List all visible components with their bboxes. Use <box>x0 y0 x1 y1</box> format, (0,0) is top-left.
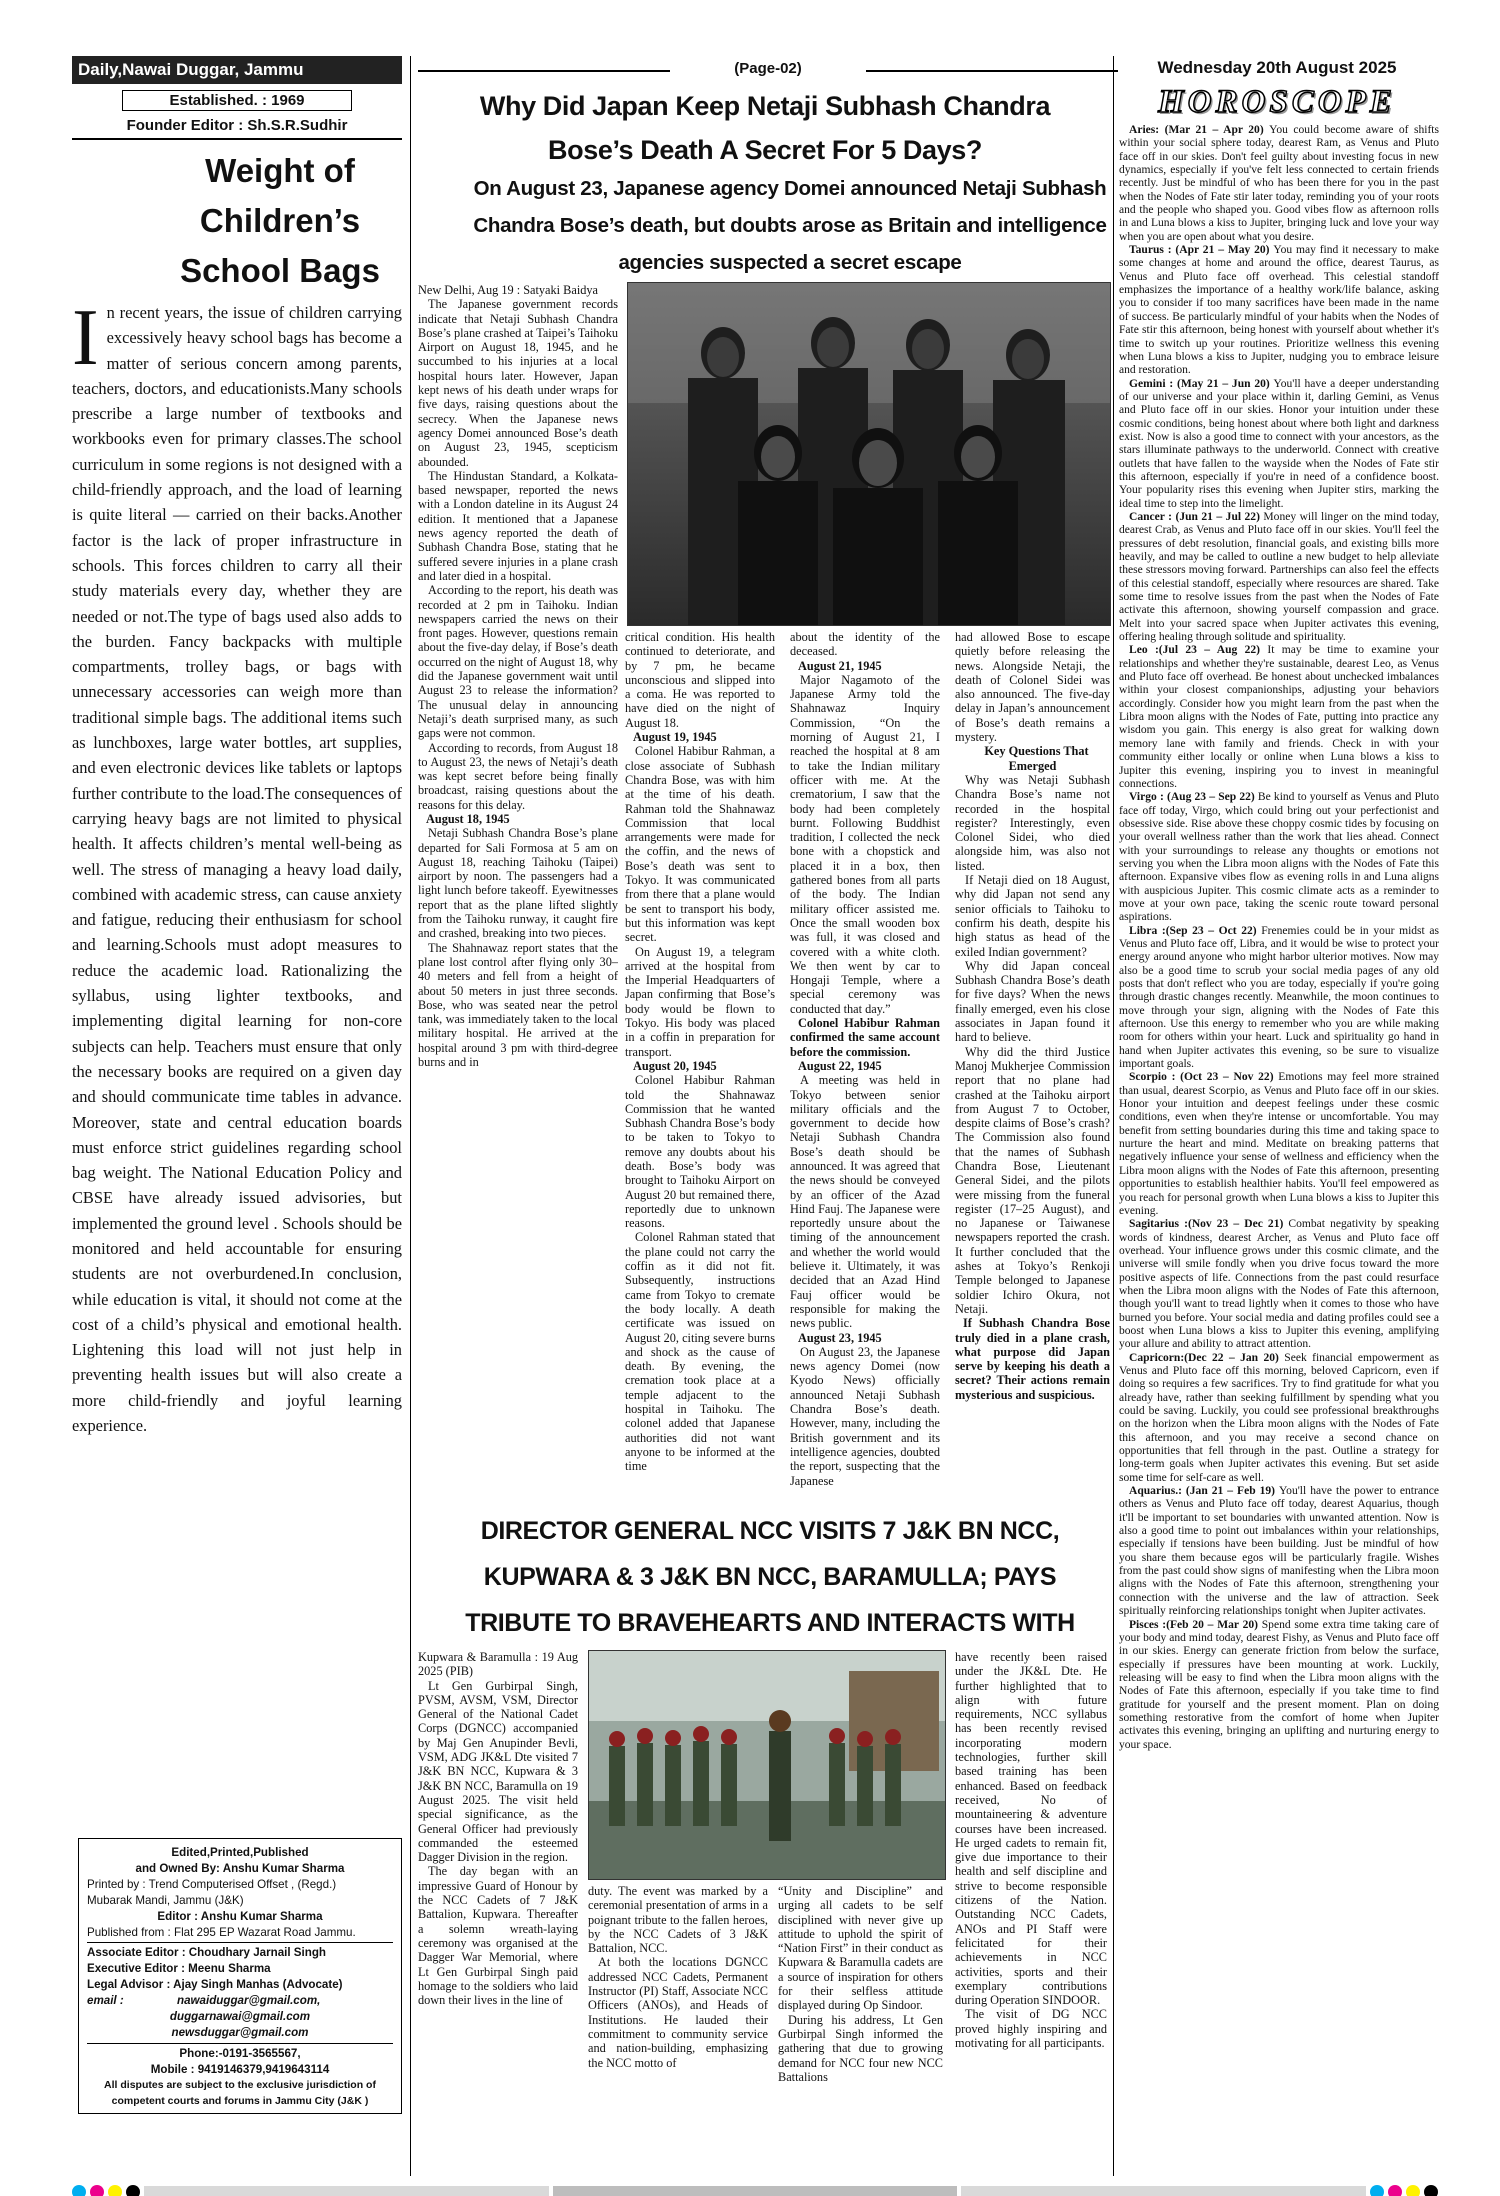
horoscope-entry <box>1119 791 1439 924</box>
lead-paragraph: Why did the third Justice Manoj Mukherjee Commission report that no plane had crashed at the Taihoku airport from August 7 to October, despite claims of Bose’s crash? The Commission also found that the names of Subhash Chandra Bose, Lieutenant General Sidei, and the pilots were missing from the funeral register (17–25 August), and no Japanese or Taiwanese newspapers reported the crash. It further concluded that the ashes at Tokyo’s Renkoji Temple belonged to Japanese soldier Ichiro Okura, not Netaji. <box>955 1044 1110 1316</box>
ncc-column-2 <box>588 1884 768 2176</box>
horoscope-entry <box>1119 925 1439 1072</box>
imprint-disclaimer: competent courts and forums in Jammu City (J&K ) <box>111 2094 369 2107</box>
horoscope-sign: Taurus : (Apr 21 – May 20) <box>1129 244 1274 257</box>
horoscope-text: Emotions may feel more strained than usual, dearest Scorpio, as Venus and Pluto face off in our skies. Honor your intuition and deepest feelings under these cosmic conditions, even when they're intense or uncomfortable. You may benefit from setting boundaries during this time and taking space to nurture the heart and mind. Meditate on breaking patterns that negatively influence your sense of wellness and efficiency when the Libra moon aligns with the Nodes of Fate this afternoon, presenting opportunities to establish healthier habits. You'll feel empowered as you reach for personal growth when Luna blows a kiss to Jupiter this evening. <box>1119 1071 1439 1217</box>
lead-subhead: If Subhash Chandra Bose truly died in a plane crash, what purpose did Japan serve by keeping his death a secret? Their actions remain mysterious and suspicious. <box>955 1316 1110 1402</box>
horoscope-body <box>1119 124 1439 2176</box>
lead-subhead: August 20, 1945 <box>633 1058 717 1073</box>
horoscope-entry <box>1119 1485 1439 1618</box>
registration-dot <box>126 2185 140 2196</box>
horoscope-entry <box>1119 378 1439 511</box>
ncc-dateline: Kupwara & Baramulla : 19 Aug 2025 (PIB) <box>418 1650 578 1679</box>
imprint-line: Executive Editor : Meenu Sharma <box>87 1962 271 1976</box>
photo-illustration <box>589 1651 946 1880</box>
ncc-headline: DIRECTOR GENERAL NCC VISITS 7 J&K BN NCC, KUPWARA & 3 J&K BN NCC, BARAMULLA; PAYS TRIBUTE TO BRAVEHEARTS AND INTERACTS WITH <box>465 1517 1075 1637</box>
lead-paragraph: Colonel Habibur Rahman told the Shahnawaz Commission that he wanted Subhash Chandra Bose’s body to be taken to Tokyo to remove any doubts about his death. Bose’s body was brought to Taihoku Airport on August 20 but remained there, reportedly due to unknown reasons. <box>625 1073 775 1231</box>
imprint-line: Printed by : Trend Computerised Offset , (Regd.) <box>87 1877 337 1891</box>
lead-paragraph: about the identity of the deceased. <box>790 630 940 659</box>
horoscope-entry <box>1119 1619 1439 1752</box>
lead-paragraph: Why was Netaji Subhash Chandra Bose’s name not recorded in the hospital register? Interestingly, even Colonel Sidei, who died alongside him, was also not listed. <box>955 772 1110 873</box>
horoscope-text: Combat negativity by speaking words of kindness, dearest Archer, as Venus and Pluto face off overhead. Your influence grows under this cosmic climate, and the universe will smile fondly when you drive focus toward the more positive aspects of life. Connections from the past could resurface when the Libra moon aligns with the Nodes of Fate this afternoon, though you'll want to tread lightly when it comes to those who have burned you before. Your social media and dating profiles could see a boost when Luna blows a kiss to Jupiter this evening, amplifying your allure and ability to attract attention. <box>1119 1218 1439 1351</box>
lead-column-4 <box>955 630 1110 1510</box>
imprint-line: Legal Advisor : Ajay Singh Manhas (Advocate) <box>87 1978 343 1992</box>
lead-paragraph: Why did Japan conceal Subhash Chandra Bose’s death for five days? When the news finally emerged, even his close associates in Japan found it hard to believe. <box>955 958 1110 1045</box>
lead-subhead: August 19, 1945 <box>633 730 717 745</box>
email-link[interactable]: newsduggar@gmail.com <box>171 2025 309 2039</box>
masthead-established: Established. : 1969 <box>122 90 352 111</box>
lead-subhead: August 23, 1945 <box>798 1330 882 1345</box>
lead-paragraph: According to the report, his death was recorded at 2 pm in Taihoku. Indian newspapers carried the news on their front pages. However, questions remain about the five-day delay, if Bose’s death occurred on the night of August 18, why did the Japanese government wait until August 23 to release the information? The unusual delay in announcing Netaji’s death surprised many, as such gaps were not common. <box>418 583 618 741</box>
imprint-divider <box>87 2043 393 2044</box>
imprint-owner: and Owned By: Anshu Kumar Sharma <box>135 1861 345 1875</box>
horoscope-text: Seek financial empowerment as Venus and Pluto face off this morning, beloved Capricorn, even if doing so requires a few sacrifices. Try to find gratitude for what you already have, rather than seeking fulfillment by spending what you could be saving. Luckily, you could see professional breakthroughs on the horizon when the Libra moon aligns with the Nodes of Fate this afternoon, and you may receive a second chance on opportunities that fell through in the past. Outline a strategy for long-term goals when Jupiter activates this evening. But set aside some time for self-care as well. <box>1119 1351 1439 1484</box>
registration-bar <box>553 2186 958 2196</box>
horoscope-entry <box>1119 244 1439 377</box>
horoscope-text: It may be time to examine your relationships and whether they're sustainable, dearest Leo, as Venus and Pluto face off overhead. Be honest about unchecked imbalances within your closest companionships, adjusting your behaviors accordingly. Consider how you might learn from the past when the Libra moon aligns with the Nodes of Fate, putting into practice any wisdom you gain. This energy is also great for walking down memory lane with family and friends. Check in with your community either locally or online when Luna blows a kiss to Jupiter this evening, inspiring you to invest in meaningful connections. <box>1119 644 1439 790</box>
horoscope-text: Be kind to yourself as Venus and Pluto face off today, Virgo, which could bring out your perfectionist and obsessive side. Rise above these choppy cosmic tides by focusing on your overall wellness rather than the work that lies ahead. Connect with your surroundings to release any thoughts or emotions not serving you when the Libra moon aligns with the Nodes of Fate this afternoon. Expansive vibes flow as evening rolls in and Luna aligns with auspicious Jupiter. This cosmic climate acts as a reminder to move at your own pace, taking the scenic route toward personal aspirations. <box>1119 791 1439 924</box>
lead-paragraph: A meeting was held in Tokyo between senior military officials and the government to decide how Netaji Subhash Chandra Bose’s death should be announced. It was agreed that the news should be conveyed by an officer of the Azad Hind Fauj. The Japanese were reportedly unsure about the timing of the announcement and whether the world would believe it. Ultimately, it was decided that an Azad Hind Fauj officer would be responsible for making the news public. <box>790 1073 940 1331</box>
masthead-founder: Founder Editor : Sh.S.R.Sudhir <box>126 117 348 134</box>
horoscope-text: Money will linger on the mind today, dearest Crab, as Venus and Pluto face off in our skies. You'll feel the pressures of debt resolution, financial goals, and existing bills more heavily, and may be called to outline a new budget to help alleviate these stressors moving forward. Partnerships can also feel the effects of this celestial standoff, especially where resources are shared. Take some time to resolve issues from the past when the Nodes of Fate activate this afternoon, showing yourself compassion and grace. Melt into your sacred space when Jupiter activates this evening, offering healing through solitude and spirituality. <box>1119 510 1439 644</box>
lead-deck: On August 23, Japanese agency Domei announced Netaji Subhash Chandra Bose’s death, but doubts arose as Britain and intelligence agencies suspected a secret escape <box>473 177 1107 274</box>
lead-paragraph: Netaji Subhash Chandra Bose’s plane departed for Sali Formosa at 5 am on August 18, reaching Taihoku (Taipei) airport by noon. The passengers had a light lunch before takeoff. Eyewitnesses report that as the plane lifted slightly from the Taihoku runway, it caught fire and crashed, breaking into two pieces. <box>418 826 618 941</box>
registration-bar <box>961 2186 1366 2196</box>
lead-paragraph: The Shahnawaz report states that the plane lost control after flying only 30–40 meters and fell from a height of about 50 meters in just three seconds. Bose, who was seated near the petrol tank, was immediately taken to the local military hospital. He arrived at the hospital around 3 pm with third-degree burns and in <box>418 940 618 1070</box>
editorial-body <box>72 294 402 1438</box>
ncc-paragraph: The visit of DG NCC proved highly inspiring and motivating for all participants. <box>955 2007 1107 2051</box>
horoscope-entry <box>1119 511 1439 644</box>
editorial-headline: Weight of Children’s School Bags <box>180 152 380 289</box>
imprint-disclaimer: All disputes are subject to the exclusive jurisdiction of <box>104 2078 376 2091</box>
color-registration-strip <box>72 2184 1438 2196</box>
horoscope-sign: Scorpio : (Oct 23 – Nov 22) <box>1129 1071 1279 1084</box>
lead-paragraph: Colonel Habibur Rahman, a close associate of Subhash Chandra Bose, was with him at the time of his death. Rahman told the Shahnawaz Commission that local arrangements were made for the coffin, and the news of Bose’s death was sent to Tokyo. It was communicated from there that a plane would be sent to transport his body, but this information was kept secret. <box>625 744 775 945</box>
horoscope-sign: Aries: (Mar 21 – Apr 20) <box>1129 124 1270 136</box>
horoscope-text: You could become aware of shifts within your social sphere today, dearest Ram, as Venus and Pluto face off in our skies. Don't feel guilty about investing focus in new dynamics, especially if you've felt less connected to certain friends recently. Just be mindful of who has been there for you in the past when the Nodes of Fate stir later today, reminding you of your roots and the people who shaped you. Good vibes flow as afternoon rolls in and Luna blows a kiss to Jupiter, bringing luck and love your way when you are open about what you desire. <box>1119 124 1439 243</box>
lead-paragraph: On August 19, a telegram arrived at the hospital from the Imperial Headquarters of Japan confirming that Bose’s body would be flown to Tokyo. His body was placed in a coffin in preparation for transport. <box>625 944 775 1059</box>
imprint-box <box>78 1838 402 2114</box>
lead-headline: Why Did Japan Keep Netaji Subhash Chandra Bose’s Death A Secret For 5 Days? <box>479 91 1051 165</box>
horoscope-sign: Aquarius.: (Jan 21 – Feb 19) <box>1129 1485 1279 1498</box>
imprint-line: Published from : Flat 295 EP Wazarat Road Jammu. <box>87 1925 356 1939</box>
masthead-rule <box>72 138 402 140</box>
horoscope-entry <box>1119 1071 1439 1218</box>
lead-subhead: August 21, 1945 <box>798 658 882 673</box>
masthead-name: Daily,Nawai Duggar, Jammu <box>72 56 402 84</box>
lead-paragraph: On August 23, the Japanese news agency Domei (now Kyodo News) officially announced Netaji Subhash Chandra Bose’s death. However, many, including the British government and its intelligence agencies, doubted the report, suspecting that the Japanese <box>790 1344 940 1488</box>
lead-paragraph: critical condition. His health continued to deteriorate, and by 7 pm, he became unconscious and slipped into a coma. He was reported to have died on the night of August 18. <box>625 630 775 730</box>
lead-paragraph: Colonel Rahman stated that the plane could not carry the coffin as it did not fit. Subsequently, instructions came from Tokyo to cremate the body locally. A death certificate was issued on August 20, citing severe burns and shock as the cause of death. By evening, the cremation took place at a temple adjacent to the hospital in Taihoku. The colonel added that Japanese authorities did not want anyone to be informed at the time <box>625 1230 775 1474</box>
imprint-line: Mubarak Mandi, Jammu (J&K) <box>87 1893 244 1907</box>
column-divider <box>1113 56 1114 2176</box>
horoscope-sign: Virgo : (Aug 23 – Sep 22) <box>1129 791 1258 804</box>
ncc-paragraph: At both the locations DGNCC addressed NCC Cadets, Permanent Instructor (PI) Staff, Associate NCC Officers (ANOs), and Heads of Institutions. He lauded their commitment to community service and nation-building, emphasizing the NCC motto of <box>588 1955 768 2070</box>
registration-dot <box>90 2185 104 2196</box>
horoscope-sign: Leo :(Jul 23 – Aug 22) <box>1129 644 1268 657</box>
editorial-text: n recent years, the issue of children carrying excessively heavy school bags has become a matter of serious concern among parents, teachers, doctors, and educationists.Many schools prescribe a large number of textbooks and workbooks even for primary classes.The school curriculum in some regions is not designed with a child-friendly approach, and the load of learning is quite literal — carried on their backs.Another factor is the lack of proper infrastructure in schools. This forces children to carry all their study materials every day, whether they are needed or not.The type of bags used also adds to the burden. Fancy backpacks with multiple compartments, trolley bags, or bags with unnecessary accessories can weigh more than traditional simple bags. The additional items such as lunchboxes, large water bottles, art supplies, and even electronic devices like tablets or laptops further contribute to the load.The consequences of carrying heavy bags are not limited to physical health. It affects children’s mental well-being as well. The stress of managing a heavy load daily, combined with academic stress, can cause anxiety and fatigue, reducing their enthusiasm for school and learning.Schools must adopt measures to reduce the academic load. Rationalizing the syllabus, using lighter textbooks, and implementing digital learning for non-core subjects can help. Teachers must ensure that only the necessary books are required on a given day and should communicate time tables in advance. Moreover, state and central education boards must enforce strict guidelines regarding school bag weight. The National Education Policy and CBSE have already issued advisories, but implemented the ground level . Schools should be monitored and held accountable for ensuring students are not overburdened.In conclusion, while education is vital, it should not come at the cost of a child’s physical and emotional health. Lightening this load will not just help in preventing health issues but will also create a more child-friendly and joyful learning experience. <box>72 303 402 1436</box>
horoscope-text: Spend some extra time taking care of your body and mind today, dearest Fishy, as Venus and Pluto face off in our skies. Energy can generate friction from below the surface, especially if pressures have been mounting at work. Luckily, releasing will be easy to find when the Libra moon aligns with the Nodes of Fate this afternoon, especially if you take time to find gratitude for yourself and the present moment. Plan on doing something restorative from the comfort of home when Jupiter activates this evening, bringing an uplifting and nurturing energy to your space. <box>1119 1618 1439 1751</box>
horoscope-sign: Cancer : (Jun 21 – Jul 22) <box>1129 510 1264 523</box>
email-link[interactable]: duggarnawai@gmail.com <box>169 2010 311 2024</box>
lead-column-3 <box>790 630 940 1510</box>
ncc-paragraph: During his address, Lt Gen Gurbirpal Singh informed the gathering that due to growing demand for NCC four new NCC Battalions <box>778 2012 943 2084</box>
lead-subhead: August 18, 1945 <box>426 811 510 826</box>
horoscope-sign: Gemini : (May 21 – Jun 20) <box>1129 377 1274 390</box>
imprint-editor: Editor : Anshu Kumar Sharma <box>157 1909 323 1923</box>
lead-column-2 <box>625 630 775 1510</box>
masthead <box>72 56 402 140</box>
lead-subhead: Colonel Habibur Rahman confirmed the same account before the commission. <box>790 1016 940 1059</box>
imprint-line: Edited,Printed,Published <box>171 1846 309 1859</box>
horoscope-sign: Pisces :(Feb 20 – Mar 20) <box>1129 1618 1262 1631</box>
imprint-email-label: email : <box>87 1994 124 2008</box>
page-number: (Page-02) <box>418 60 1118 82</box>
registration-dot <box>1388 2185 1402 2196</box>
horoscope-entry <box>1119 1218 1439 1351</box>
imprint-divider <box>87 1942 393 1943</box>
ncc-column-3 <box>778 1884 943 2176</box>
imprint-line: Associate Editor : Choudhary Jarnail Singh <box>87 1946 327 1960</box>
registration-dot <box>1370 2185 1384 2196</box>
lead-column-1 <box>418 283 618 1500</box>
horoscope-text: You'll have a deeper understanding of our universe and your place within it, darling Gemini, as Venus and Pluto face off in our skies. Honor your intuition under these cosmic conditions, being honest about where both light and darkness exist. Now is also a good time to connect with your ancestors, as the stars illuminate pathways to the underworld. Connect with creative outlets that have fallen to the wayside when the Nodes of Fate stir this afternoon, especially if you're in need of a confidence boost. Your popularity rises this evening when Jupiter stirs, marking the ideal time to step into the limelight. <box>1119 377 1439 510</box>
lead-subhead: Key Questions That Emerged <box>984 744 1089 773</box>
horoscope-sign: Sagitarius :(Nov 23 – Dec 21) <box>1129 1218 1289 1231</box>
registration-dot <box>108 2185 122 2196</box>
lead-paragraph: According to records, from August 18 to August 23, the news of Netaji’s death was kept secret before being finally broadcast, raising questions about the reasons for this delay. <box>418 740 618 812</box>
registration-dot <box>1424 2185 1438 2196</box>
ncc-column-1 <box>418 1650 578 2175</box>
ncc-column-4 <box>955 1650 1107 2175</box>
ncc-paragraph: duty. The event was marked by a ceremonial presentation of arms in a poignant tribute to the fallen heroes, by the NCC Cadets of 3 J&K Battalion, NCC. <box>588 1884 768 1956</box>
issue-date: Wednesday 20th August 2025 <box>1157 58 1397 77</box>
horoscope-entry <box>1119 124 1439 244</box>
horoscope-text: You may find it necessary to make some changes at home and around the office, dearest Taurus, as Venus and Pluto face off overhead. This celestial standoff emphasizes the importance of a healthy work/life balance, asking you to consider if too many sacrifices have been made in the name of success. Be particularly mindful of your habits when the Nodes of Fate stir this afternoon, being honest with yourself about whether it's time to switch up your routines. Prioritize wellness this evening when Luna blows a kiss to Jupiter, nudging you to embrace leisure and restoration. <box>1119 244 1439 377</box>
imprint-phone: Phone:-0191-3565567, <box>179 2046 301 2060</box>
ncc-paragraph: have recently been raised under the JK&L Dte. He further highlighted that to align with future requirements, NCC syllabus has been recently revised incorporating modern technologies, further skill based training has been enhanced. Based on feedback received, No of mountaineering & adventure courses have been increased. He urged cadets to remain fit, give due importance to their health and self discipline and strive to become responsible citizens of the Nation. Outstanding NCC Cadets, ANOs and PI Staff were felicitated for their achievements in NCC activities, sports and their exemplary contributions during Operation SINDOOR. <box>955 1650 1107 2008</box>
email-link[interactable]: nawaiduggar@gmail.com, <box>177 1994 321 2008</box>
lead-subhead: August 22, 1945 <box>798 1058 882 1073</box>
imprint-mobile: Mobile : 9419146379,9419643114 <box>150 2062 330 2076</box>
lead-paragraph: Major Nagamoto of the Japanese Army told the Shahnawaz Inquiry Commission, “On the morning of August 21, I reached the hospital at 8 am to take the Indian military officer with me. At the crematorium, I saw that the body had been completely burnt. Following Buddhist tradition, I collected the neck bone with a chopstick and placed it in a box, then gathered bones from all parts of the body. The Indian military officer assisted me. Once the small wooden box was full, it was closed and covered with a white cloth. We then went by car to Hongaji Temple, where a special ceremony was conducted that day.” <box>790 672 940 1016</box>
lead-paragraph: The Hindustan Standard, a Kolkata-based newspaper, reported the news with a London dateline in its August 24 edition. It mentioned that a Japanese news agency reported the death of Subhash Chandra Bose, stating that he suffered severe injuries in a plane crash and later died in a hospital. <box>418 468 618 583</box>
editorial-dropcap: I <box>72 294 99 382</box>
lead-paragraph: had allowed Bose to escape quietly before releasing the news. Alongside Netaji, the death of Colonel Sidei was also announced. The five-day delay in Japan’s announcement of Bose’s death remains a mystery. <box>955 630 1110 745</box>
horoscope-text: Frenemies could be in your midst as Venus and Pluto face off, Libra, and it would be wise to protect your energy around anyone who might harbor ulterior motives. Now may also be a good time to scrub your social media pages of any old posts that don't reflect who you are today, especially if you're going through drastic changes recently. Meanwhile, the moon continues to move through your sign, aligning with the Nodes of Fate this afternoon. Use this energy to remember who you are while making room for others within your heart. Luck and spirituality go hand in hand when Jupiter activates this evening, so be sure to visualize important goals. <box>1119 924 1439 1071</box>
ncc-guard-of-honour-photo <box>588 1650 946 1880</box>
horoscope-title: HOROSCOPE <box>1158 84 1396 120</box>
ncc-paragraph: “Unity and Discipline” and urging all cadets to be self disciplined with never give up attitude to uphold the spirit of “Nation First” in their conduct as Kupwara & Baramulla cadets are a source of inspiration for others for their selfless attitude displayed during Op Sindoor. <box>778 1884 943 2013</box>
horoscope-sign: Capricorn:(Dec 22 – Jan 20) <box>1129 1351 1285 1364</box>
registration-dot <box>72 2185 86 2196</box>
ncc-paragraph: The day began with an impressive Guard of Honour by the NCC Cadets of 7 J&K Battalion, Kupwara. Thereafter a solemn wreath-laying ceremony was organised at the Dagger War Memorial, where Lt Gen Gurbirpal Singh paid homage to the soldiers who laid down their lives in the line of <box>418 1864 578 2008</box>
horoscope-sign: Libra :(Sep 23 – Oct 22) <box>1129 924 1262 937</box>
horoscope-entry <box>1119 1352 1439 1485</box>
photo-illustration <box>628 283 1111 626</box>
netaji-group-photo <box>627 282 1111 626</box>
lead-paragraph: If Netaji died on 18 August, why did Japan not send any senior officials to Taihoku to confirm his death, despite his high status as head of the exiled Indian government? <box>955 873 1110 959</box>
registration-bar <box>144 2186 549 2196</box>
lead-paragraph: The Japanese government records indicate that Netaji Subhash Chandra Bose’s plane crashed at Taipei’s Taihoku Airport on August 18, 1945, and he succumbed to his injuries at a local hospital hours later. However, Japan kept news of his death under wraps for five days, raising questions about the secrecy. When the Japanese news agency Domei announced Bose’s death on August 23, 1945, scepticism abounded. <box>418 297 618 469</box>
horoscope-text: You'll have the power to entrance others as Venus and Pluto face off today, dearest Aquarius, though it'll be important to set boundaries with unwanted attention. Now is also a good time to point out imbalances within your relationships, especially if tensions have been building. Just be mindful of how you share them because egos will be particularly fragile. Wishes from the past could show signs of manifesting when the Libra moon aligns with the Nodes of Fate this afternoon, strengthening your connection with the universe and the law of attraction. Seek spiritually reinforcing relationships tonight when Jupiter activates. <box>1119 1485 1439 1618</box>
lead-dateline: New Delhi, Aug 19 : Satyaki Baidya <box>418 283 598 297</box>
registration-dot <box>1406 2185 1420 2196</box>
horoscope-entry <box>1119 644 1439 791</box>
ncc-paragraph: Lt Gen Gurbirpal Singh, PVSM, AVSM, VSM, Director General of the National Cadet Corps (DGNCC) accompanied by Maj Gen Anupinder Bevli, VSM, ADG JK&L Dte visited 7 J&K BN NCC, Kupwara & 3 J&K BN NCC, Baramulla on 19 August 2025. The visit held special significance, as the General Officer had previously commanded the esteemed Dagger Division in the region. <box>418 1678 578 1865</box>
column-divider <box>410 56 411 2176</box>
